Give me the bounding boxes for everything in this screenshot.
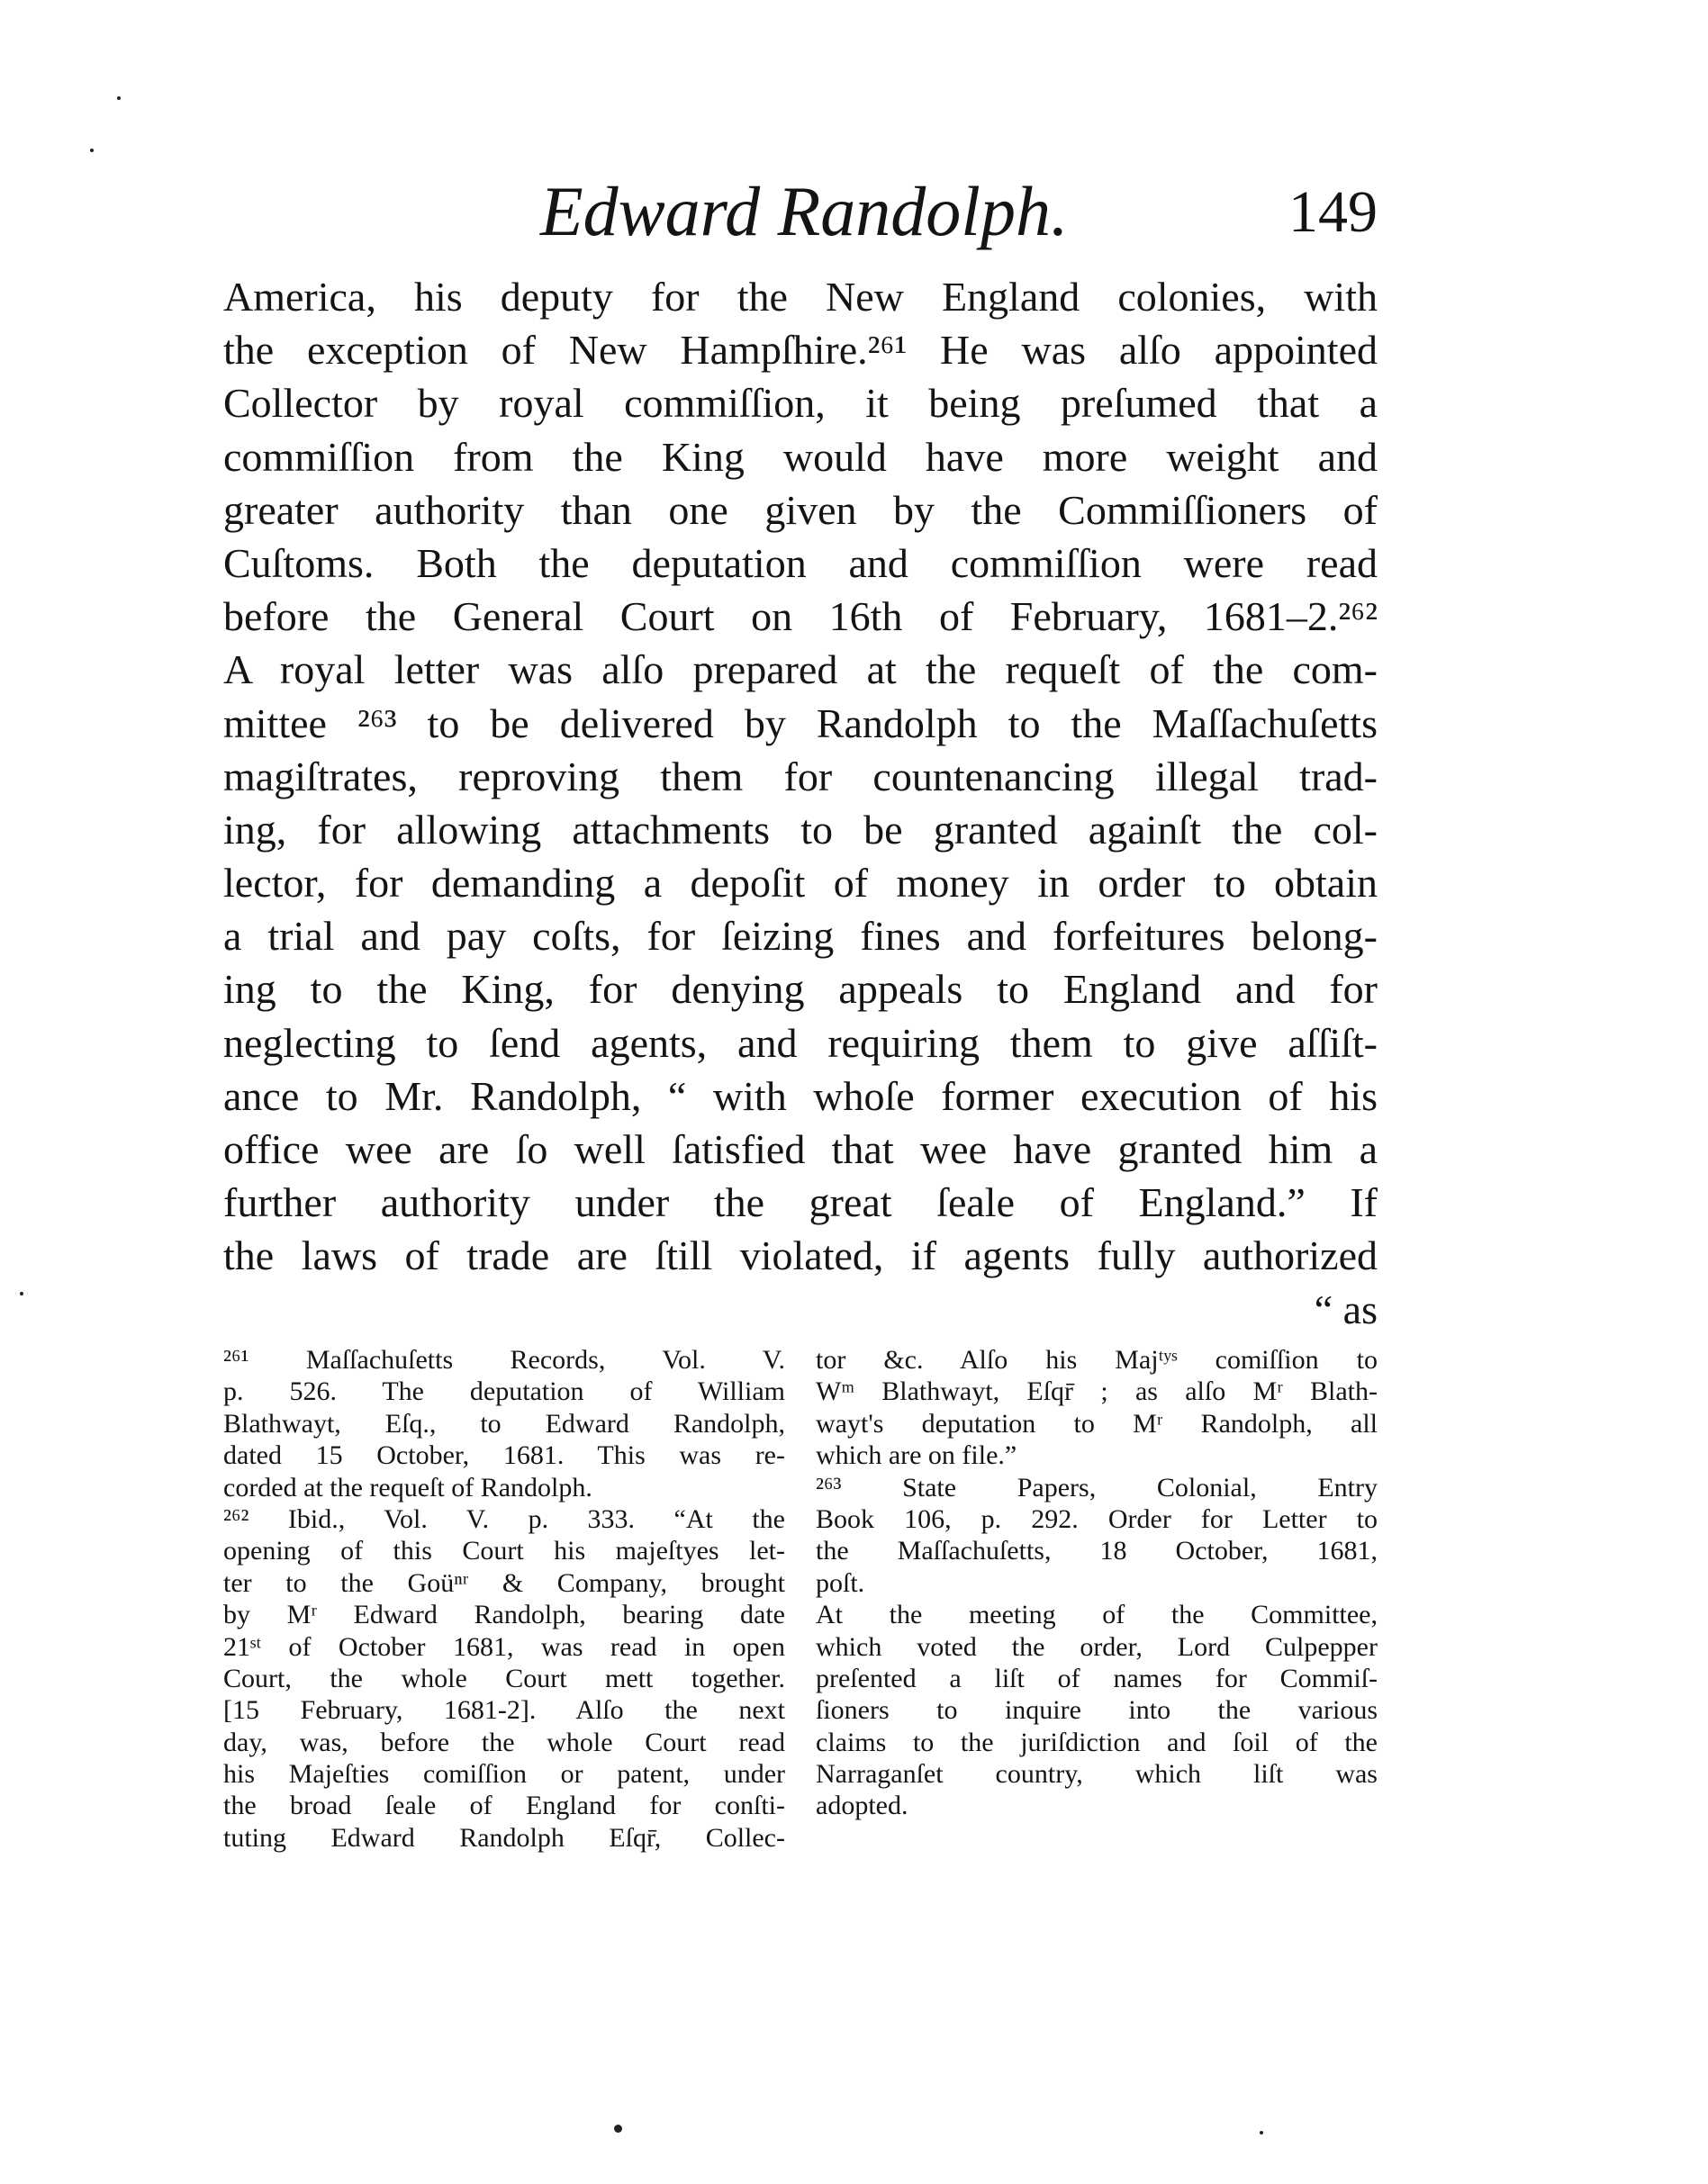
body-line: the laws of trade are ſtill violated, if agents fully authorized [223,1232,1378,1279]
body-line: America, his deputy for the New England colonies, with [223,274,1378,320]
footnote-line: ²⁶² Ibid., Vol. V. p. 333. “At the [223,1503,785,1534]
running-title: Edward Randolph. [540,172,1069,250]
footnote-line: his Majeſties comiſſion or patent, under [223,1759,785,1790]
body-line: before the General Court on 16th of February, 1681–2.²⁶² [223,593,1378,640]
footnotes-right-column [816,1344,1378,1822]
footnote-line: poſt. [816,1567,865,1598]
footnote-line: [15 February, 1681-2]. Alſo the next [223,1695,785,1726]
scan-speck [117,96,121,100]
footnote-line: wayt's deputation to Mʳ Randolph, all [816,1408,1378,1439]
footnote-line: tor &c. Alſo his Majᵗʸˢ comiſſion to [816,1345,1378,1375]
footnote-line: claims to the juriſdiction and ſoil of the [816,1727,1378,1757]
footnote-line: dated 15 October, 1681. This was re- [223,1440,785,1471]
footnote-line: tuting Edward Randolph Eſqr̄, Collec- [223,1822,785,1853]
body-line: neglecting to ſend agents, and requiring them to give aſſiſt- [223,1019,1378,1066]
footnote-line: which voted the order, Lord Culpepper [816,1631,1378,1662]
body-line: lector, for demanding a depoſit of money in order to obtain [223,860,1378,907]
footnote-line: the broad ſeale of England for conſti- [223,1791,785,1821]
footnote-line: ſioners to inquire into the various [816,1695,1378,1726]
body-line: ance to Mr. Randolph, “ with whoſe former execution of his [223,1072,1378,1119]
scan-speck [20,1292,23,1295]
footnote-line: day, was, before the whole Court read [223,1727,785,1757]
footnote-line: At the meeting of the Committee, [816,1600,1378,1630]
footnote-line: 21ˢᵗ of October 1681, was read in open [223,1631,785,1662]
body-line: ing, for allowing attachments to be granted againſt the col- [223,806,1378,853]
footnote-line: corded at the requeſt of Randolph. [223,1472,592,1503]
footnote-line: by Mʳ Edward Randolph, bearing date [223,1600,785,1630]
scan-speck [614,2125,622,2133]
footnote-line: opening of this Court his majeſtyes let- [223,1536,785,1566]
body-line: a trial and pay coſts, for ſeizing fines and forfeitures belong- [223,913,1378,960]
footnote-line: which are on file.” [816,1440,1017,1471]
body-line: Collector by royal commiſſion, it being preſumed that a [223,380,1378,427]
footnote-line: Book 106, p. 292. Order for Letter to [816,1503,1378,1534]
catchword: “ as [1314,1286,1378,1332]
scan-speck [90,149,94,152]
body-line: mittee ²⁶³ to be delivered by Randolph to the Maſſachuſetts [223,699,1378,746]
body-text [223,270,1378,1336]
footnote-line: ter to the Goüⁿʳ & Company, brought [223,1567,785,1598]
footnote-line: preſented a liſt of names for Commiſ- [816,1663,1378,1693]
footnote-line: ²⁶¹ Maſſachuſetts Records, Vol. V. [223,1345,785,1375]
footnote-line: p. 526. The deputation of William [223,1376,785,1407]
body-line: greater authority than one given by the Commiſſioners of [223,486,1378,533]
footnote-line: ²⁶³ State Papers, Colonial, Entry [816,1472,1378,1503]
body-line: commiſſion from the King would have more weight and [223,433,1378,480]
footnote-line: adopted. [816,1791,908,1821]
body-line: Cuſtoms. Both the deputation and commiſſion were read [223,539,1378,586]
scan-speck [1260,2131,1263,2134]
footnotes-left-column [223,1344,785,1854]
footnote-line: Blathwayt, Eſq., to Edward Randolph, [223,1408,785,1439]
body-line: magiſtrates, reproving them for countenancing illegal trad- [223,753,1378,799]
body-line: ing to the King, for denying appeals to England and for [223,966,1378,1013]
body-line: A royal letter was alſo prepared at the requeſt of the com- [223,646,1378,693]
footnote-line: Wᵐ Blathwayt, Eſqr̄ ; as alſo Mʳ Blath- [816,1376,1378,1407]
footnote-line: Narraganſet country, which liſt was [816,1759,1378,1790]
page-header [223,162,1378,261]
page-number: 149 [1288,179,1378,245]
footnote-line: Court, the whole Court mett together. [223,1663,785,1693]
body-line: further authority under the great ſeale of England.” If [223,1179,1378,1226]
footnote-line: the Maſſachuſetts, 18 October, 1681, [816,1536,1378,1566]
body-line: the exception of New Hampſhire.²⁶¹ He was alſo appointed [223,327,1378,374]
body-line: office wee are ſo well ſatisfied that wee have granted him a [223,1126,1378,1172]
